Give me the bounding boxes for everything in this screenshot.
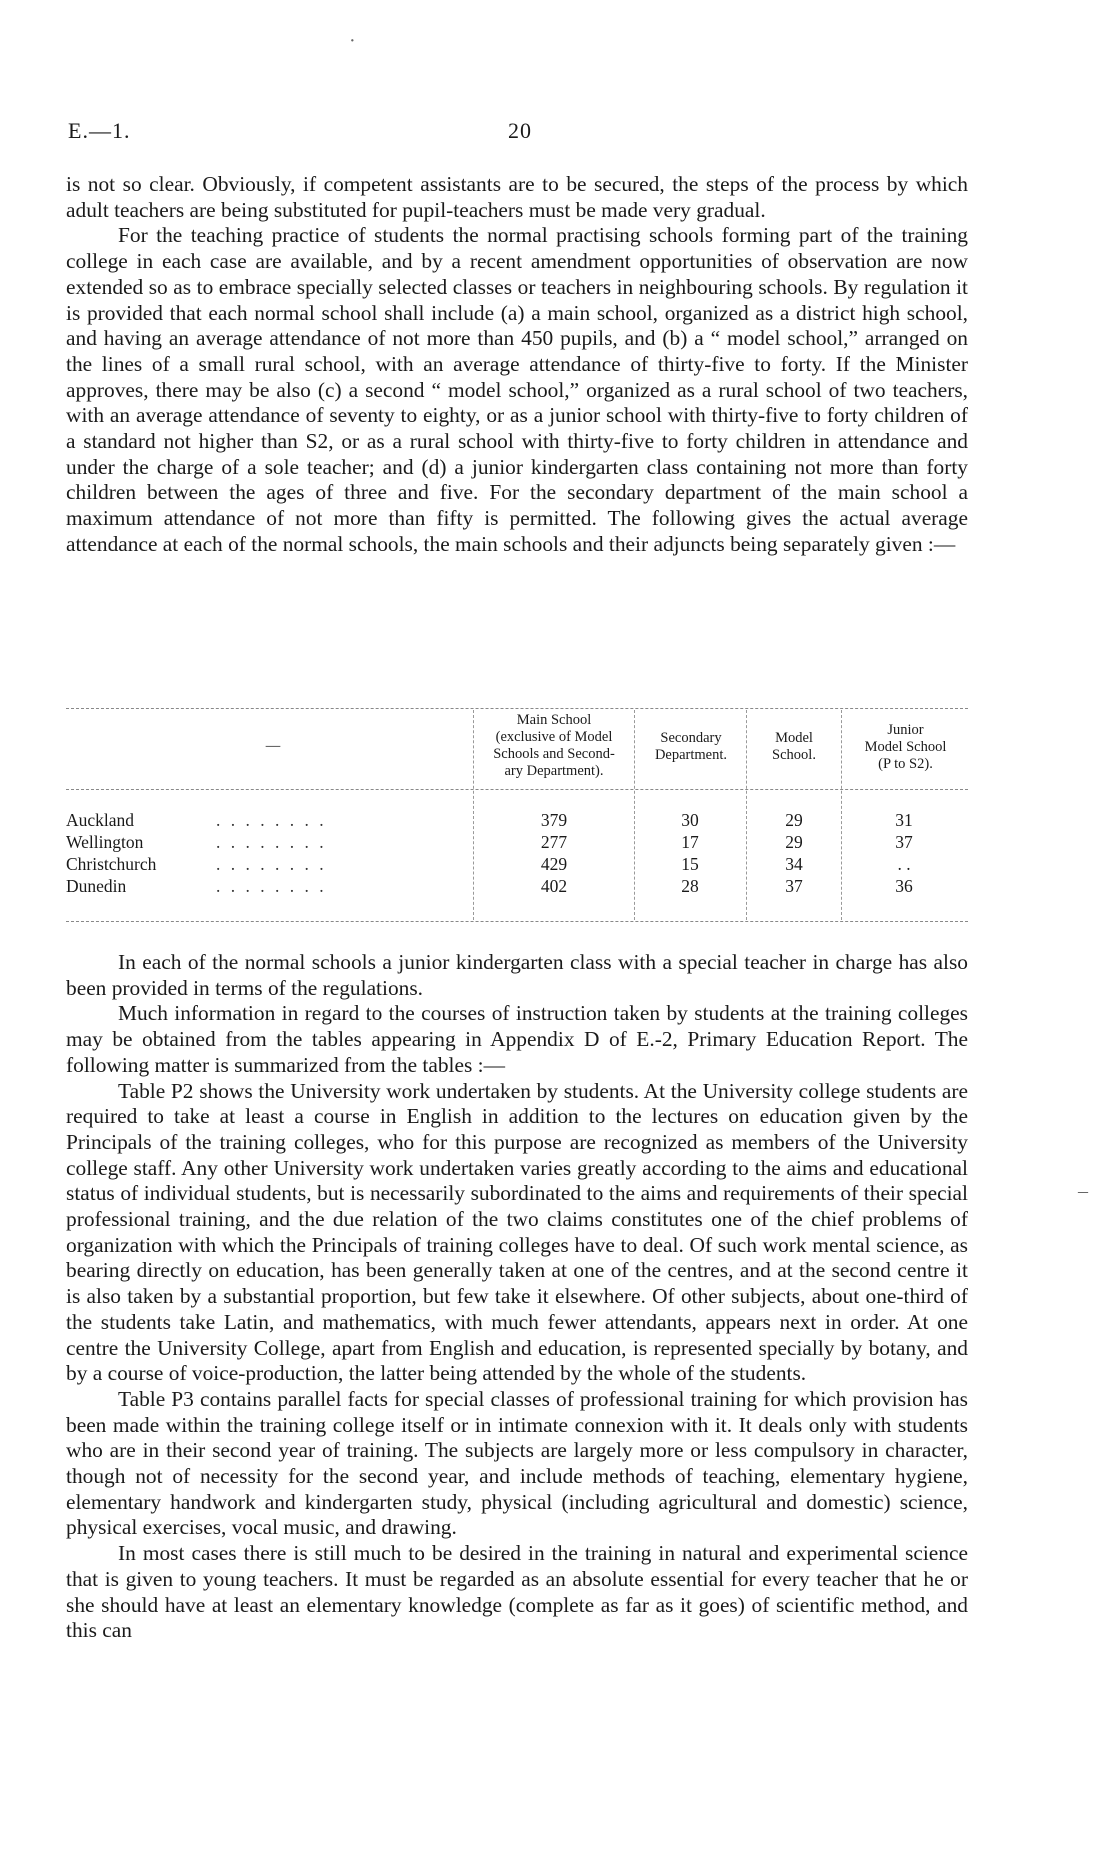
- header-line: Junior: [887, 722, 924, 738]
- value-junior-model: 36: [895, 876, 913, 896]
- dot-leader: . . . . . . . .: [216, 854, 327, 874]
- value-secondary: 15: [681, 854, 699, 874]
- value-secondary: 30: [681, 810, 699, 830]
- value-junior-model: 31: [895, 810, 913, 830]
- city-name: Wellington: [66, 832, 144, 852]
- paragraph: Table P3 contains parallel facts for special classes of professional training for which provision has been made within the training college itself or in intimate connexion with it. It deals only with students who are in their second year of training. The subjects are largely more or less compulsory in character, though not of necessity for the second year, and include methods of teaching, elementary hygiene, elementary handwork and kindergarten study, physical (including agricultural and domestic) science, physical exercises, vocal music, and drawing.: [66, 1386, 968, 1540]
- table-row-christchurch: [66, 854, 968, 876]
- header-line: Secondary: [660, 730, 722, 746]
- header-line: Department.: [654, 747, 728, 763]
- attendance-table: [66, 708, 968, 930]
- body-text-top: [66, 172, 968, 558]
- header-line: Model School: [864, 739, 947, 755]
- table-top-rule: [66, 708, 968, 709]
- header-model-school: [748, 730, 840, 764]
- paragraph: In most cases there is still much to be desired in the training in natural and experimental science that is given to young teachers. It must be regarded as an absolute essential for every teacher that he or she should have at least an elementary knowledge (complete as far as it goes) of scientific method, and this can: [66, 1541, 968, 1643]
- value-main-school: 429: [540, 854, 568, 874]
- value-main-school: 277: [540, 832, 568, 852]
- paragraph: In each of the normal schools a junior kindergarten class with a special teacher in charge has also been provided in terms of the regulations.: [66, 950, 968, 1000]
- stub-header: [251, 738, 295, 755]
- stub-header-text: —: [265, 738, 281, 754]
- paragraph: For the teaching practice of students the normal practising schools forming part of the training college in each case are available, and by a recent amendment opportunities of observation are now extended so as to embrace specially selected classes or teachers in neighbouring schools. By regulation it is provided that each normal school shall include (a) a main school, organized as a district high school, and having an average attendance of not more than 450 pupils, and (b) a “ model school,” arranged on the lines of a small rural school, with an average attendance of thirty-five to forty. If the Minister approves, there may be also (c) a second “ model school,” organized as a rural school of two teachers, with an average attendance of seventy to eighty, or as a junior school with thirty-five to forty children of a standard not higher than S2, or as a rural school with thirty-five to forty children in attendance and under the charge of a sole teacher; and (d) a junior kindergarten class containing not more than forty children between the ages of three and five. For the secondary department of the main school a maximum attendance of not more than fifty is permitted. The following gives the actual average attendance at each of the normal schools, the main schools and their adjuncts being separately given :—: [66, 223, 968, 556]
- paragraph: is not so clear. Obviously, if competent assistants are to be secured, the steps of the process by which adult teachers are being substituted for pupil-teachers must be made very gradual.: [66, 172, 968, 222]
- value-secondary: 28: [681, 876, 699, 896]
- table-row-wellington: [66, 832, 968, 854]
- page-header: [68, 118, 968, 148]
- table-row-dunedin: [66, 876, 968, 898]
- document-reference: E.—1.: [68, 118, 131, 143]
- value-model-school: 34: [785, 854, 803, 874]
- table-row-auckland: [66, 810, 968, 832]
- value-junior-model: . .: [897, 854, 911, 874]
- paragraph: Much information in regard to the courses of instruction taken by students at the training colleges may be obtained from the tables appearing in Appendix D of E.-2, Primary Education Report. The following matter is summarized from the tables :—: [66, 1001, 968, 1077]
- value-main-school: 379: [540, 810, 568, 830]
- dot-leader: . . . . . . . .: [216, 810, 327, 830]
- value-model-school: 29: [785, 810, 803, 830]
- body-text-bottom: [66, 950, 968, 1644]
- dot-leader: . . . . . . . .: [216, 876, 327, 896]
- table-bottom-rule: [66, 921, 968, 922]
- table-header-rule: [66, 789, 968, 790]
- header-line: School.: [772, 747, 816, 763]
- value-junior-model: 37: [895, 832, 913, 852]
- value-secondary: 17: [681, 832, 699, 852]
- value-model-school: 37: [785, 876, 803, 896]
- dot-leader: . . . . . . . .: [216, 832, 327, 852]
- header-line: (P to S2).: [878, 756, 933, 772]
- header-line: ary Department).: [504, 763, 604, 779]
- value-model-school: 29: [785, 832, 803, 852]
- paragraph: Table P2 shows the University work undertaken by students. At the University college students are required to take at least a course in English in addition to the lectures on education given by the Principals of the training colleges, who for this purpose are recognized as members of the University college staff. Any other University work undertaken varies greatly according to the aims and educational status of individual students, but is necessarily subordinated to the aims and requirements of their special professional training, and the due relation of the two claims constitutes one of the chief problems of organization with which the Principals of training colleges have to deal. Of such work mental science, as bearing directly on education, has been generally taken at one of the centres, and at the second centre it is also taken by a substantial proportion, but few take it elsewhere. Of other subjects, about one-third of the students take Latin, and mathematics, with much fewer attendants, appears next in order. At one centre the University College, apart from English and education, is represented specially by botany, and by a course of voice-production, the latter being attended by the whole of the students.: [66, 1078, 968, 1386]
- header-line: Model: [775, 730, 813, 746]
- header-line: (exclusive of Model: [495, 729, 613, 745]
- header-line: Schools and Second-: [493, 746, 615, 762]
- header-junior-model-school: [843, 722, 968, 773]
- page-number: 20: [508, 118, 532, 143]
- city-name: Christchurch: [66, 854, 157, 874]
- header-secondary-department: [636, 730, 746, 764]
- value-main-school: 402: [540, 876, 568, 896]
- header-line: Main School: [516, 712, 592, 728]
- city-name: Dunedin: [66, 876, 127, 896]
- scan-speck: ·: [349, 30, 356, 52]
- header-main-school: [478, 712, 630, 780]
- city-name: Auckland: [66, 810, 135, 830]
- margin-dash: –: [1078, 1180, 1088, 1202]
